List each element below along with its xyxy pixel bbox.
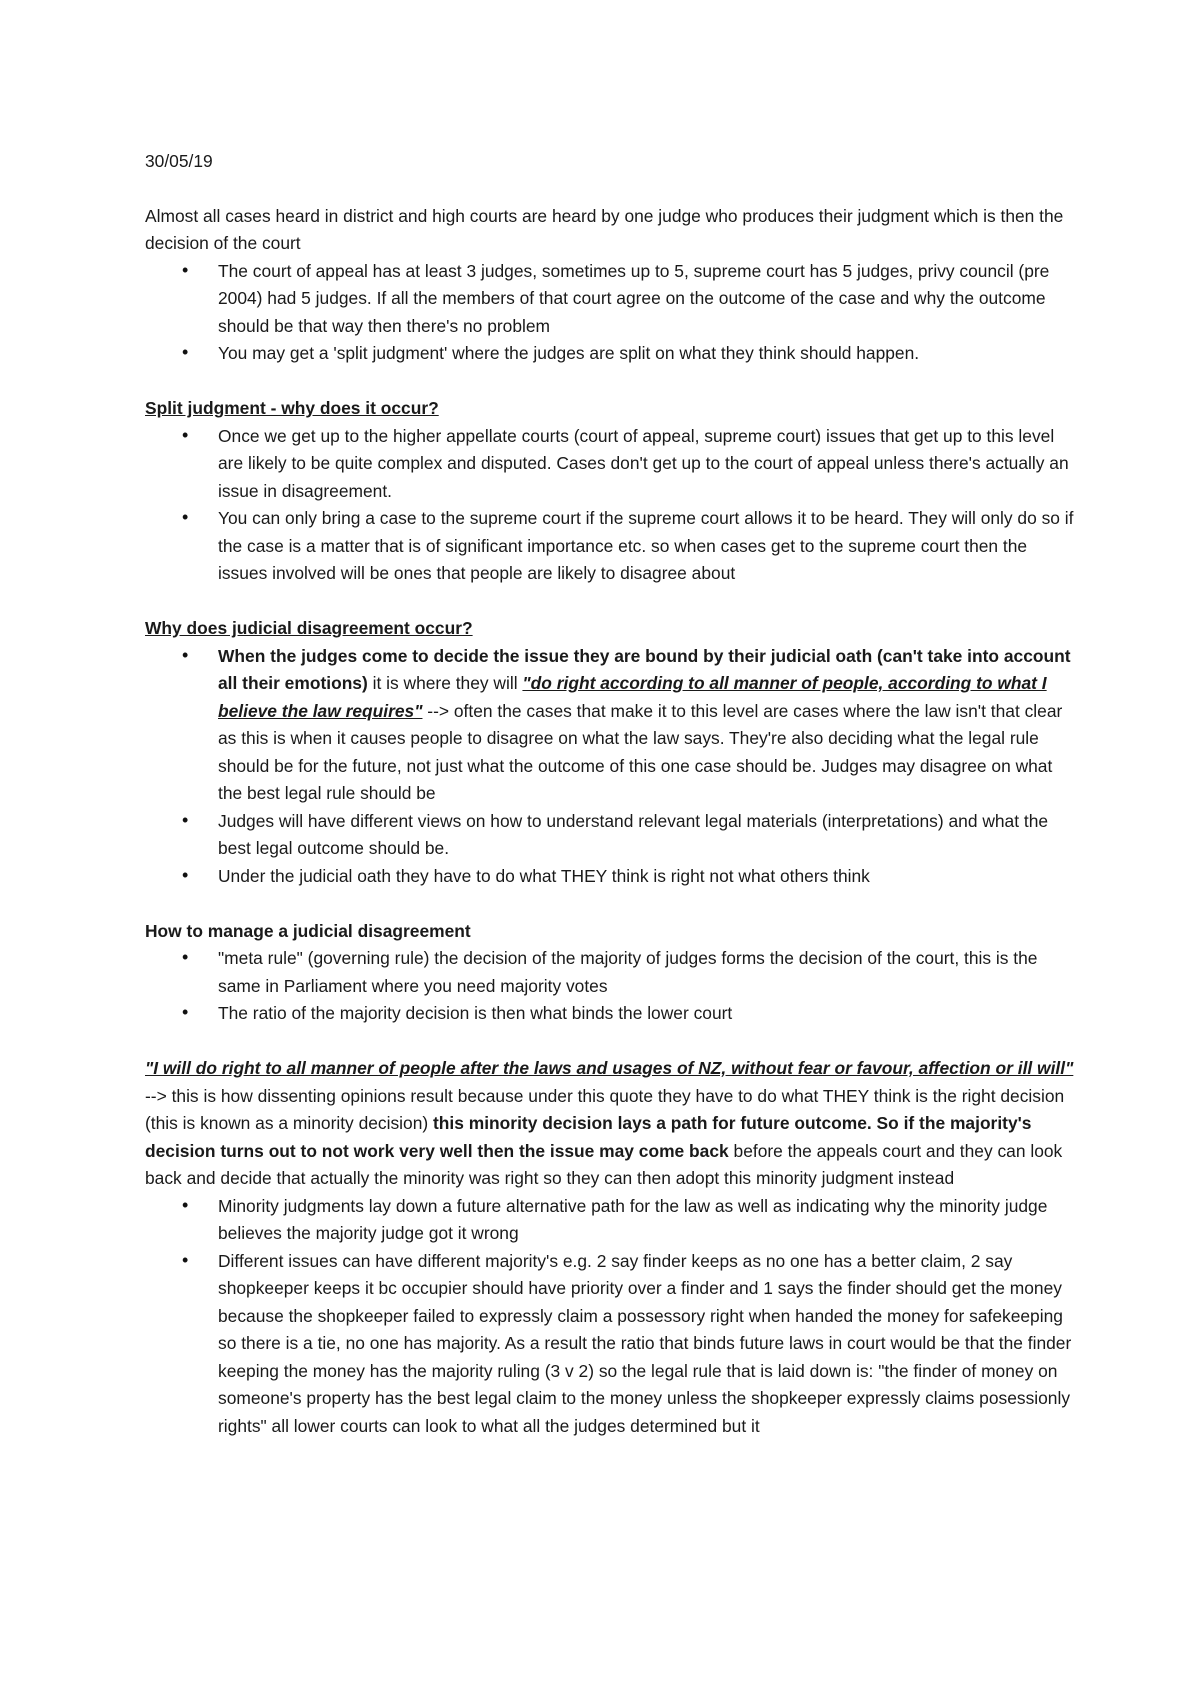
- oath-quote: "do right according to all manner of people, according to what I believe the law requires": [218, 673, 1047, 721]
- oath-paragraph: [145, 1055, 1080, 1193]
- section-heading: Split judgment - why does it occur?: [145, 398, 439, 418]
- list-item: • Judges will have different views on how to understand relevant legal materials (interpretations) and what the best legal outcome should be.: [218, 808, 1080, 863]
- oath-quote: "I will do right to all manner of people after the laws and usages of NZ, without fear or favour, affection or ill will": [145, 1058, 1074, 1078]
- disagreement-bullet-list: [145, 643, 1080, 891]
- list-item: • The ratio of the majority decision is then what binds the lower court: [218, 1000, 1080, 1028]
- body-text: before the appeals court and they can look back and decide that actually the minority was right so they can then adopt this minority judgment instead: [145, 1140, 1063, 1188]
- intro-paragraph: Almost all cases heard in district and high courts are heard by one judge who produces their judgment which is then the decision of the court: [145, 205, 1064, 253]
- section-heading: How to manage a judicial disagreement: [145, 920, 471, 941]
- oath-bullet-list: [145, 1193, 1080, 1441]
- list-item: • You may get a 'split judgment' where the judges are split on what they think should happen.: [218, 340, 1080, 368]
- split-bullet-list: [145, 423, 1080, 588]
- list-item: [218, 643, 1080, 808]
- bold-text: When the judges come to decide the issue they are bound by their judicial oath (can't take into account all their emotions): [218, 645, 1071, 693]
- list-item: • Once we get up to the higher appellate courts (court of appeal, supreme court) issues that get up to this level are likely to be quite complex and disputed. Cases don't get up to the court of appeal unless there's actually an issue in disagreement.: [218, 423, 1080, 506]
- body-text: --> often the cases that make it to this level are cases where the law isn't that clear as this is when it causes people to disagree on what the law says. They're also deciding what the legal rule should be for the future, not just what the outcome of this one case should be. Judges may disagree on what the best legal rule should be: [218, 700, 1063, 803]
- intro-section: [145, 203, 1080, 368]
- list-item: • Under the judicial oath they have to do what THEY think is right not what others think: [218, 863, 1080, 891]
- list-item: • You can only bring a case to the supreme court if the supreme court allows it to be heard. They will only do so if the case is a matter that is of significant importance etc. so when cases get to the supreme court then the issues involved will be ones that people are likely to disagree about: [218, 505, 1080, 588]
- manage-bullet-list: [145, 945, 1080, 1028]
- body-text: it is where they will: [367, 673, 523, 693]
- oath-section: [145, 1055, 1080, 1440]
- intro-bullet-list: [145, 258, 1080, 368]
- split-judgment-section: [145, 395, 1080, 588]
- body-text: --> this is how dissenting opinions result because under this quote they have to do what THEY think is the right decision (this is known as a minority decision): [145, 1085, 1065, 1133]
- list-item: • Minority judgments lay down a future alternative path for the law as well as indicating why the minority judge believes the majority judge got it wrong: [218, 1193, 1080, 1248]
- manage-section: [145, 918, 1080, 1028]
- section-heading: Why does judicial disagreement occur?: [145, 618, 473, 638]
- list-item: • The court of appeal has at least 3 judges, sometimes up to 5, supreme court has 5 judges, privy council (pre 2004) had 5 judges. If all the members of that court agree on the outcome of the case and why the outcome should be that way then there's no problem: [218, 258, 1080, 341]
- list-item: • "meta rule" (governing rule) the decision of the majority of judges forms the decision of the court, this is the same in Parliament where you need majority votes: [218, 945, 1080, 1000]
- document-body: [145, 148, 1080, 1440]
- bold-text: this minority decision lays a path for future outcome. So if the majority's decision turns out to not work very well then the issue may come back: [145, 1113, 1032, 1161]
- list-item: • Different issues can have different majority's e.g. 2 say finder keeps as no one has a better claim, 2 say shopkeeper keeps it bc occupier should have priority over a finder and 1 says the finder should get the money because the shopkeeper failed to expressly claim a possessory right when handed the money for safekeeping so there is a tie, no one has majority. As a result the ratio that binds future laws in court would be that the finder keeping the money has the majority ruling (3 v 2) so the legal rule that is laid down is: "the finder of money on someone's property has the best legal claim to the money unless the shopkeeper expressly claims posessionly rights" all lower courts can look to what all the judges determined but it: [218, 1248, 1080, 1441]
- disagreement-section: [145, 615, 1080, 890]
- date: 30/05/19: [145, 151, 213, 171]
